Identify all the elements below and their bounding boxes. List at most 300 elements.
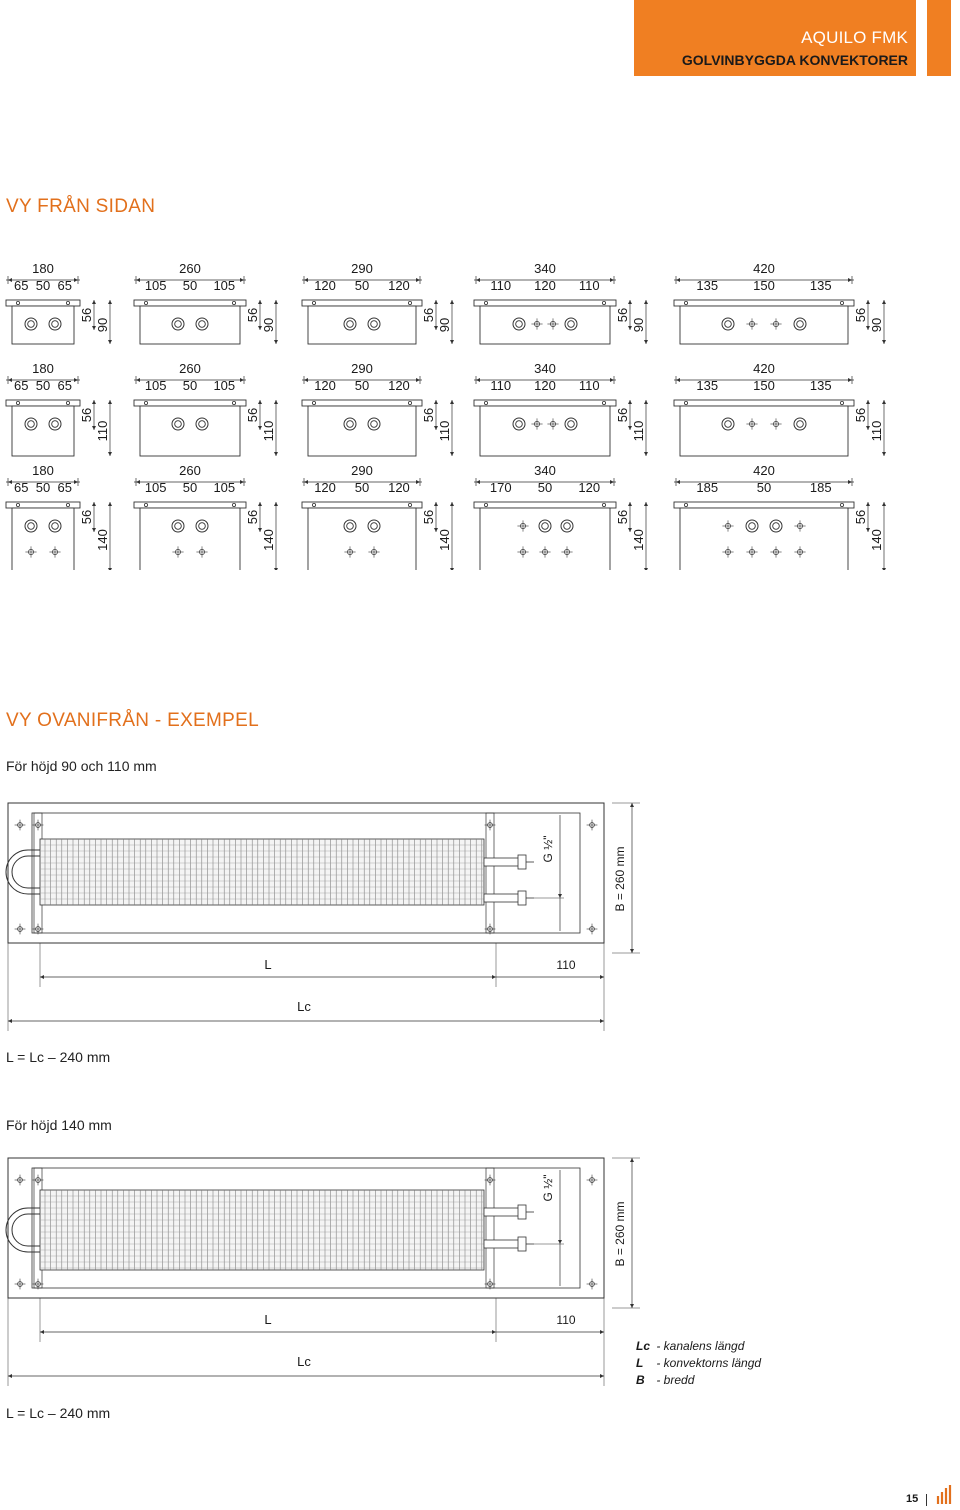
dimension-arrow	[450, 300, 454, 304]
fitting-outer	[561, 520, 573, 532]
dimension-arrow	[240, 480, 244, 484]
pipe-fitting-icon	[368, 520, 380, 532]
fitting-outer	[565, 318, 577, 330]
dim-part: 50	[35, 278, 51, 293]
fitting-outer	[722, 318, 734, 330]
dim-part: 50	[354, 378, 370, 393]
dimension-arrow	[304, 480, 308, 484]
dimension-arrow	[848, 278, 852, 282]
dim-height: 90	[95, 317, 110, 333]
side-unit	[6, 361, 112, 456]
pipe-fitting-icon	[344, 520, 356, 532]
dimension-arrow	[108, 568, 112, 570]
fitting-outer	[794, 318, 806, 330]
channel-body	[480, 406, 610, 456]
dimension-arrow	[240, 278, 244, 282]
legend-key: B	[636, 1373, 645, 1387]
dim-part: 120	[314, 378, 336, 393]
channel-body	[680, 306, 848, 344]
side-unit	[674, 261, 886, 344]
dimension-arrow	[882, 400, 886, 404]
pipe-fitting-icon	[196, 418, 208, 430]
dimension-arrow	[108, 452, 112, 456]
frame-lip	[6, 400, 80, 406]
dimension-arrow	[882, 300, 886, 304]
dim-part: 105	[213, 278, 236, 293]
dim-total: 180	[32, 261, 54, 276]
fitting-outer	[513, 418, 525, 430]
fitting-outer	[344, 318, 356, 330]
dim-height: 90	[869, 317, 884, 333]
example-1-caption: För höjd 90 och 110 mm	[6, 758, 157, 774]
dim-part: 65	[57, 378, 73, 393]
channel-body	[308, 508, 416, 570]
dimension-arrow	[644, 568, 648, 570]
dimension-arrow	[74, 378, 78, 382]
dimension-arrow	[450, 452, 454, 456]
dimension-arrow	[274, 400, 278, 404]
dimension-arrow	[848, 378, 852, 382]
pipe-fitting-icon	[368, 318, 380, 330]
dim-height: 140	[95, 529, 110, 551]
dim-part: 110	[578, 278, 600, 293]
dim-height: 140	[261, 529, 276, 551]
dim-offset: 56	[79, 407, 94, 423]
dim-part: 50	[537, 480, 553, 495]
side-unit	[6, 463, 112, 570]
convector-fins	[40, 839, 484, 905]
dimension-arrow	[476, 480, 480, 484]
convector-fins	[40, 1190, 484, 1270]
dim-110-label: 110	[556, 958, 576, 972]
pipe-fitting-icon	[25, 418, 37, 430]
dim-offset: 56	[615, 407, 630, 423]
dimension-arrow	[866, 400, 870, 404]
dimension-arrow	[610, 378, 614, 382]
frame-lip	[6, 300, 80, 306]
frame-lip	[302, 400, 422, 406]
pipe-fitting-icon	[513, 318, 525, 330]
channel-body	[140, 406, 240, 456]
dim-height: 140	[631, 529, 646, 551]
dimension-arrow	[274, 568, 278, 570]
side-unit	[302, 261, 454, 344]
dim-offset: 56	[421, 307, 436, 323]
dim-offset: 56	[79, 509, 94, 525]
dimension-arrow	[630, 1304, 634, 1308]
dimension-arrow	[492, 1330, 496, 1334]
frame-lip	[302, 502, 422, 508]
dimension-arrow	[274, 452, 278, 456]
dimension-arrow	[644, 400, 648, 404]
dimension-arrow	[258, 400, 262, 404]
frame-lip	[674, 400, 854, 406]
dimension-arrow	[600, 1019, 604, 1023]
dimension-arrow	[136, 480, 140, 484]
legend-row	[636, 1372, 761, 1389]
channel-body	[12, 306, 74, 344]
dimension-arrow	[492, 975, 496, 979]
dim-total: 290	[351, 463, 373, 478]
dim-total: 420	[753, 361, 775, 376]
channel-body	[308, 406, 416, 456]
dimension-arrow	[416, 480, 420, 484]
dim-offset: 56	[245, 307, 260, 323]
fitting-outer	[49, 318, 61, 330]
dimension-arrow	[644, 300, 648, 304]
legend-row	[636, 1338, 761, 1355]
pipe-fitting-icon	[196, 318, 208, 330]
dimension-arrow	[74, 480, 78, 484]
dim-part: 135	[696, 378, 719, 393]
fitting-outer	[172, 520, 184, 532]
dimension-arrow	[40, 1330, 44, 1334]
dimension-arrow	[476, 378, 480, 382]
dim-part: 135	[809, 378, 832, 393]
fitting-outer	[770, 520, 782, 532]
dimension-arrow	[92, 400, 96, 404]
dimension-arrow	[258, 300, 262, 304]
dim-part: 50	[354, 278, 370, 293]
dim-height: 90	[261, 317, 276, 333]
channel-body	[480, 508, 610, 570]
connection-label: G ½"	[541, 1174, 555, 1202]
dimension-arrow	[450, 400, 454, 404]
frame-lip	[134, 400, 246, 406]
pipe-fitting-icon	[746, 520, 758, 532]
dimension-arrow	[434, 502, 438, 506]
pipe-nut	[518, 891, 526, 905]
dimension-arrow	[274, 502, 278, 506]
product-name: AQUILO FMK	[801, 28, 908, 47]
channel-body	[308, 306, 416, 344]
dimension-arrow	[628, 300, 632, 304]
dim-total: 420	[753, 463, 775, 478]
dim-part: 65	[57, 480, 73, 495]
dim-part: 110	[578, 378, 600, 393]
dimension-arrow	[40, 975, 44, 979]
width-label: B = 260 mm	[613, 846, 627, 912]
dimension-arrow	[108, 502, 112, 506]
channel-body	[140, 306, 240, 344]
side-view-diagrams	[0, 250, 960, 570]
channel-body	[680, 508, 848, 570]
fitting-outer	[368, 318, 380, 330]
dim-part: 150	[753, 378, 775, 393]
channel-body	[140, 508, 240, 570]
fitting-outer	[794, 418, 806, 430]
dim-L-label: L	[264, 957, 272, 972]
dim-part: 110	[490, 278, 512, 293]
frame-lip	[474, 400, 616, 406]
pipe-fitting-icon	[25, 318, 37, 330]
dim-height: 110	[631, 420, 646, 442]
frame-lip	[674, 502, 854, 508]
dimension-arrow	[882, 568, 886, 570]
fitting-outer	[539, 520, 551, 532]
dimension-arrow	[628, 400, 632, 404]
dim-110-label: 110	[556, 1313, 576, 1327]
dim-part: 120	[534, 378, 556, 393]
dim-offset: 56	[853, 407, 868, 423]
dimension-arrow	[610, 480, 614, 484]
legend-key: Lc	[636, 1339, 651, 1353]
dimension-arrow	[136, 278, 140, 282]
dimension-arrow	[416, 378, 420, 382]
dim-part: 135	[696, 278, 719, 293]
channel-body	[680, 406, 848, 456]
pipe-nut	[518, 1237, 526, 1251]
pipe-fitting-icon	[722, 318, 734, 330]
pipe-fitting-icon	[49, 418, 61, 430]
pipe-fitting-icon	[722, 418, 734, 430]
dim-part: 65	[13, 378, 29, 393]
dim-part: 120	[578, 480, 601, 495]
pipe-nut	[518, 1205, 526, 1219]
example-2-caption: För höjd 140 mm	[6, 1117, 112, 1133]
dim-offset: 56	[853, 509, 868, 525]
dimension-arrow	[74, 278, 78, 282]
example-1-formula: L = Lc – 240 mm	[6, 1049, 111, 1065]
dim-part: 170	[489, 480, 512, 495]
dim-total: 290	[351, 361, 373, 376]
dimension-arrow	[644, 502, 648, 506]
dim-part: 150	[753, 278, 775, 293]
dim-height: 140	[869, 529, 884, 551]
dimension-arrow	[8, 1019, 12, 1023]
dim-Lc-label: Lc	[297, 1354, 311, 1369]
dim-total: 420	[753, 261, 775, 276]
channel-body	[12, 406, 74, 456]
dim-height: 90	[631, 317, 646, 333]
dim-height: 110	[869, 420, 884, 442]
dim-part: 120	[388, 378, 410, 393]
dim-height: 110	[437, 420, 452, 442]
fitting-outer	[746, 520, 758, 532]
dimension-arrow	[92, 502, 96, 506]
dim-offset: 56	[421, 509, 436, 525]
dimension-arrow	[676, 480, 680, 484]
fitting-outer	[172, 418, 184, 430]
dim-offset: 56	[615, 509, 630, 525]
top-view-example-2	[0, 1150, 960, 1400]
fitting-outer	[196, 418, 208, 430]
dimension-arrow	[8, 1374, 12, 1378]
dim-part: 105	[144, 278, 167, 293]
width-label: B = 260 mm	[613, 1201, 627, 1267]
dimension-arrow	[274, 300, 278, 304]
dim-total: 260	[179, 261, 201, 276]
side-unit	[474, 261, 648, 344]
header-tab	[927, 0, 951, 76]
dim-total: 340	[534, 463, 556, 478]
dim-part: 50	[35, 378, 51, 393]
dim-total: 340	[534, 261, 556, 276]
dimension-arrow	[600, 975, 604, 979]
dim-part: 120	[388, 480, 410, 495]
dimension-arrow	[258, 502, 262, 506]
dimension-arrow	[450, 340, 454, 344]
fitting-outer	[565, 418, 577, 430]
fitting-outer	[25, 318, 37, 330]
dim-total: 260	[179, 463, 201, 478]
pipe-fitting-icon	[368, 418, 380, 430]
dim-part: 50	[354, 480, 370, 495]
pipe-fitting-icon	[344, 418, 356, 430]
channel-body	[480, 306, 610, 344]
pipe-fitting-icon	[344, 318, 356, 330]
dim-part: 105	[144, 378, 167, 393]
dim-part: 105	[144, 480, 167, 495]
side-unit	[6, 261, 112, 344]
side-view-title: VY FRÅN SIDAN	[6, 196, 156, 217]
dimension-arrow	[274, 340, 278, 344]
dim-part: 120	[314, 480, 336, 495]
legend-row	[636, 1355, 761, 1372]
dimension-arrow	[610, 278, 614, 282]
dimension-arrow	[450, 568, 454, 570]
pipe-fitting-icon	[49, 318, 61, 330]
dimension-arrow	[848, 480, 852, 484]
pipe-fitting-icon	[172, 520, 184, 532]
dim-height: 110	[95, 420, 110, 442]
dim-height: 90	[437, 317, 452, 333]
side-unit	[474, 463, 648, 570]
frame-lip	[6, 502, 80, 508]
frame-lip	[474, 300, 616, 306]
fitting-outer	[722, 418, 734, 430]
page-divider	[926, 1494, 927, 1506]
example-2-formula: L = Lc – 240 mm	[6, 1405, 111, 1421]
dimension-arrow	[450, 502, 454, 506]
side-unit	[302, 463, 454, 570]
dimension-arrow	[676, 378, 680, 382]
dimension-arrow	[866, 300, 870, 304]
dim-Lc-label: Lc	[297, 999, 311, 1014]
pipe-fitting-icon	[770, 520, 782, 532]
fitting-outer	[344, 520, 356, 532]
page-number: 15	[906, 1493, 919, 1505]
pipe-fitting-icon	[49, 520, 61, 532]
dim-part: 65	[57, 278, 73, 293]
dim-part: 105	[213, 480, 236, 495]
side-unit	[674, 463, 886, 570]
dimension-arrow	[630, 949, 634, 953]
pipe-fitting-icon	[172, 418, 184, 430]
dim-part: 50	[182, 378, 198, 393]
dim-part: 50	[182, 480, 198, 495]
fitting-outer	[196, 318, 208, 330]
connection-label: G ½"	[541, 835, 555, 863]
dim-part: 110	[490, 378, 512, 393]
fitting-outer	[49, 520, 61, 532]
dimension-arrow	[600, 1374, 604, 1378]
legend-text: - kanalens längd	[656, 1339, 745, 1353]
pipe-fitting-icon	[196, 520, 208, 532]
top-view-title: VY OVANIFRÅN - EXEMPEL	[6, 710, 259, 731]
dim-height: 110	[261, 420, 276, 442]
dim-part: 185	[696, 480, 719, 495]
dim-part: 120	[388, 278, 410, 293]
dimension-arrow	[136, 378, 140, 382]
dim-total: 180	[32, 463, 54, 478]
dimension-arrow	[600, 1330, 604, 1334]
legend-key: L	[636, 1356, 644, 1370]
dim-part: 120	[534, 278, 556, 293]
pipe-fitting-icon	[172, 318, 184, 330]
fitting-outer	[25, 520, 37, 532]
fitting-outer	[368, 520, 380, 532]
dim-part: 50	[182, 278, 198, 293]
side-unit	[134, 463, 278, 570]
dimension-arrow	[8, 278, 12, 282]
pipe-fitting-icon	[513, 418, 525, 430]
dimension-arrow	[434, 300, 438, 304]
side-unit	[134, 261, 278, 344]
dimension-arrow	[882, 452, 886, 456]
dim-part: 135	[809, 278, 832, 293]
dimension-arrow	[476, 278, 480, 282]
dim-height: 140	[437, 529, 452, 551]
dim-total: 180	[32, 361, 54, 376]
fitting-outer	[25, 418, 37, 430]
channel-body	[12, 508, 74, 570]
dimension-arrow	[304, 378, 308, 382]
frame-lip	[134, 300, 246, 306]
dimension-arrow	[644, 452, 648, 456]
dim-L-label: L	[264, 1312, 272, 1327]
fitting-outer	[196, 520, 208, 532]
side-unit	[674, 361, 886, 456]
dimension-arrow	[644, 340, 648, 344]
dim-total: 290	[351, 261, 373, 276]
fitting-outer	[513, 318, 525, 330]
pipe-fitting-icon	[794, 418, 806, 430]
dimension-arrow	[108, 400, 112, 404]
dimension-arrow	[108, 340, 112, 344]
dimension-arrow	[630, 803, 634, 807]
dim-part: 65	[13, 278, 29, 293]
dimension-legend	[636, 1338, 761, 1389]
dimension-arrow	[882, 502, 886, 506]
dim-offset: 56	[615, 307, 630, 323]
dim-part: 50	[35, 480, 51, 495]
pipe-fitting-icon	[565, 418, 577, 430]
dimension-arrow	[8, 480, 12, 484]
pipe-nut	[518, 855, 526, 869]
dimension-arrow	[630, 1158, 634, 1162]
brand-logo-icon	[936, 1484, 954, 1506]
dimension-arrow	[108, 300, 112, 304]
dimension-arrow	[240, 378, 244, 382]
frame-lip	[302, 300, 422, 306]
pipe-fitting-icon	[25, 520, 37, 532]
dim-offset: 56	[853, 307, 868, 323]
pipe-fitting-icon	[539, 520, 551, 532]
dimension-arrow	[676, 278, 680, 282]
dim-part: 65	[13, 480, 29, 495]
dim-offset: 56	[421, 407, 436, 423]
dim-total: 260	[179, 361, 201, 376]
dimension-arrow	[434, 400, 438, 404]
fitting-outer	[172, 318, 184, 330]
legend-text: - konvektorns längd	[656, 1356, 762, 1370]
top-view-example-1	[0, 795, 960, 1045]
side-unit	[134, 361, 278, 456]
dimension-arrow	[882, 340, 886, 344]
side-unit	[474, 361, 648, 456]
side-unit	[302, 361, 454, 456]
